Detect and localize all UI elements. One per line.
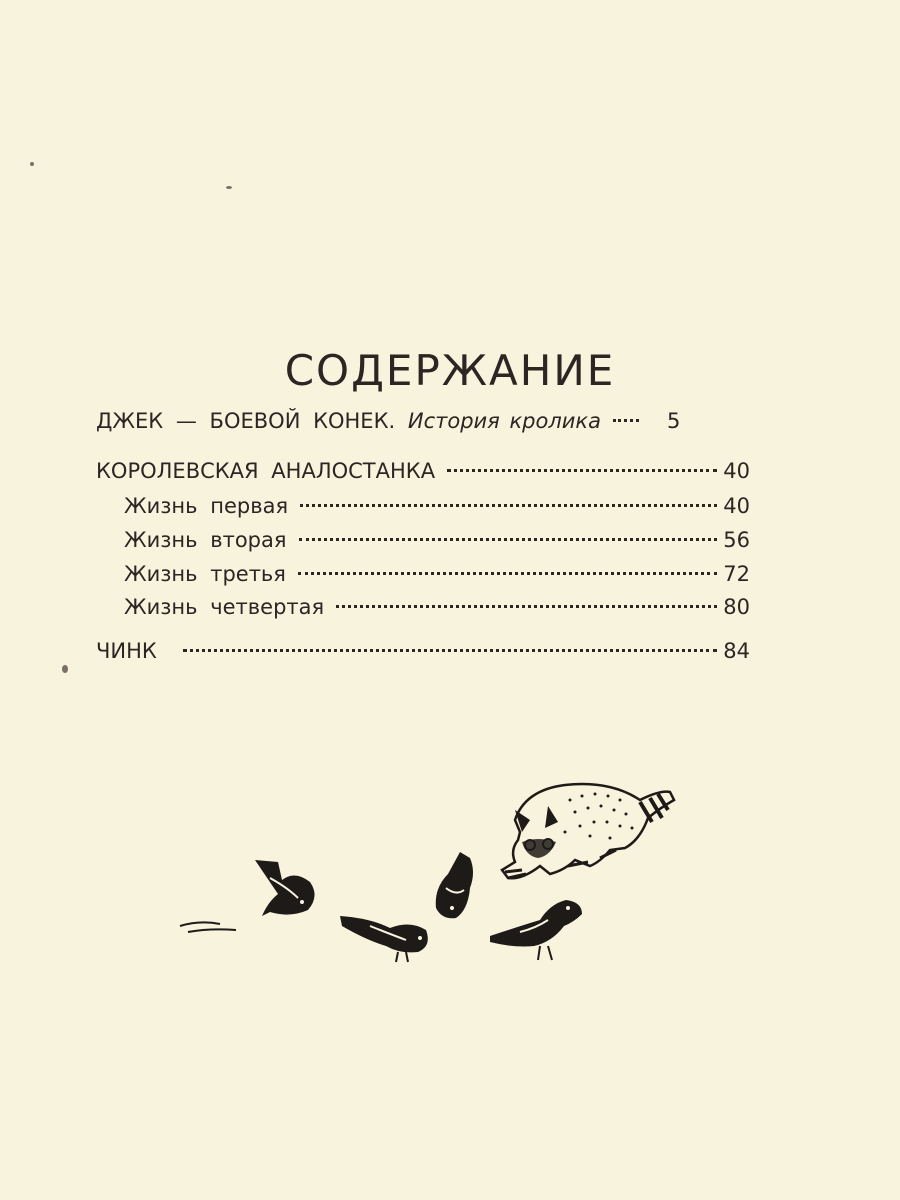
toc-entry-page: 40: [723, 494, 750, 518]
sparrow-icon: [340, 916, 428, 962]
page-title: СОДЕРЖАНИЕ: [284, 346, 616, 396]
raccoon-and-sparrows-icon: [170, 770, 690, 980]
toc-entry-page: 84: [723, 639, 750, 663]
toc-entry-title: Жизнь четвертая: [124, 595, 325, 619]
toc-entry-life-1[interactable]: [124, 491, 750, 521]
toc-leader-dots: [298, 572, 717, 575]
toc-entry-title: ДЖЕК — БОЕВОЙ КОНЕК.: [96, 409, 396, 433]
toc-entry-subtitle: История кролика: [407, 409, 601, 433]
toc-leader-dots: [336, 605, 717, 608]
toc-leader-dots: [447, 469, 717, 472]
raccoon-icon: [502, 784, 674, 878]
toc-leader-dots: [299, 538, 718, 541]
sparrow-icon: [436, 852, 473, 918]
toc-entry-title: ЧИНК: [96, 639, 157, 663]
ground-line-icon: [180, 922, 236, 932]
sparrow-icon: [255, 860, 315, 916]
paper-speck: [62, 665, 68, 673]
toc-entry-title: Жизнь вторая: [124, 528, 287, 552]
toc-leader-dots: [613, 419, 639, 422]
toc-leader-dots: [300, 504, 717, 507]
toc-entry-title: Жизнь первая: [124, 494, 289, 518]
toc-entry-title: КОРОЛЕВСКАЯ АНАЛОСТАНКА: [96, 459, 436, 483]
toc-entry-page: 80: [723, 595, 750, 619]
paper-speck: [30, 162, 34, 166]
toc-entry-title: Жизнь третья: [124, 562, 286, 586]
toc-entry-analostanka[interactable]: [96, 456, 750, 486]
toc-entry-life-4[interactable]: [124, 592, 750, 622]
toc-entry-page: 5: [666, 409, 681, 433]
toc-entry-page: 40: [723, 459, 750, 483]
paper-speck: [226, 186, 232, 189]
toc-entry-jack[interactable]: [96, 406, 750, 436]
toc-leader-dots: [183, 649, 717, 652]
sparrow-icon: [490, 900, 582, 960]
toc-entry-chink[interactable]: [96, 636, 750, 666]
toc-entry-page: 72: [723, 562, 750, 586]
toc-entry-page: 56: [723, 528, 750, 552]
toc-entry-life-3[interactable]: [124, 559, 750, 589]
toc-entry-life-2[interactable]: [124, 525, 750, 555]
